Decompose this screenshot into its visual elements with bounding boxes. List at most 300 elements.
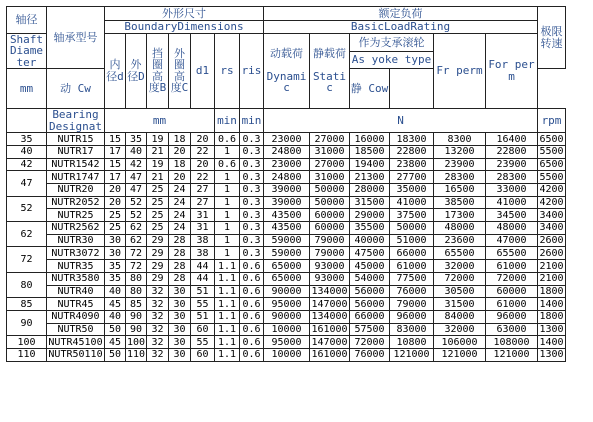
speed-cell: 6500 [539, 133, 564, 145]
r1s-cell: 0.3 [240, 133, 264, 146]
C-cell: 18 [169, 158, 191, 171]
load-rating-header-zh: 额定负荷 [264, 7, 538, 21]
shaft-diameter-cell: 47 [7, 171, 47, 196]
model-cell: NUTR1542 [47, 158, 105, 171]
for-cell: 63000 [486, 323, 538, 336]
cow-cell: 10800 [390, 336, 434, 349]
stat-cell: 50000 [310, 184, 350, 197]
stat-cell: 147000 [311, 298, 348, 310]
for-cell: 28300 [486, 171, 538, 184]
fr-cell: 84000 [434, 310, 486, 323]
fr-cell: 121000 [434, 348, 486, 361]
B-cell: 29 [147, 234, 169, 247]
C-cell: 28 [169, 272, 191, 285]
stat-cell: 60000 [310, 222, 350, 235]
speed-cell: 1400 [539, 336, 564, 348]
dyn-cell: 43500 [264, 209, 310, 222]
d-cell: 25 [105, 222, 126, 235]
model-cell: NUTR45 [47, 298, 105, 311]
dyn-cell: 23000 [264, 158, 310, 171]
r1s-cell: 0.3 [240, 196, 264, 209]
r1s-cell: 0.6 [240, 310, 264, 323]
cow-cell: 61000 [390, 260, 434, 273]
d-cell: 20 [105, 184, 126, 197]
model-cell: NUTR30 [47, 234, 105, 247]
model-cell: NUTR40 [47, 285, 105, 298]
speed-cell: 1800 [539, 311, 564, 323]
d-cell: 17 [105, 171, 126, 184]
C-cell: 30 [169, 310, 191, 323]
fr-cell: 32000 [434, 260, 486, 273]
d1-cell: 60 [191, 348, 215, 361]
dyn-cell: 24800 [264, 145, 310, 158]
cw-cell: 54000 [350, 272, 390, 285]
shaft-diameter-cell: 40 [7, 145, 47, 158]
table-row [7, 145, 566, 158]
cw-cell: 72000 [350, 336, 390, 349]
r1s-cell: 0.3 [240, 171, 264, 184]
d1-cell: 38 [191, 234, 215, 247]
model-header-zh: 轴承型号 [47, 7, 105, 69]
D-cell: 40 [126, 145, 147, 158]
C-cell: 18 [169, 133, 191, 146]
B-cell: 32 [147, 336, 169, 349]
r1s-cell: 0.6 [240, 336, 264, 349]
for-cell: 34500 [486, 209, 538, 222]
C-cell: 30 [169, 298, 191, 311]
dyn-cell: 59000 [264, 234, 310, 247]
dyn-cell: 90000 [264, 310, 310, 323]
stat-cell: 31000 [310, 145, 350, 158]
stat-cell: 27000 [310, 158, 350, 171]
cow-header: 静 Cow [350, 69, 390, 109]
static-header-zh: 静载荷 [313, 46, 346, 60]
for-perm-header: For perm [486, 33, 538, 109]
dyn-cell: 39000 [264, 184, 310, 197]
D-cell: 62 [126, 234, 147, 247]
d-cell: 50 [105, 323, 126, 336]
yoke-header-en: As yoke type [350, 52, 434, 69]
cow-cell: 76000 [390, 285, 434, 298]
d1-cell: 55 [191, 336, 215, 349]
B-cell: 21 [147, 145, 169, 158]
cw-cell: 18500 [350, 145, 390, 158]
stat-cell: 31000 [310, 171, 350, 184]
for-cell: 48000 [486, 222, 538, 235]
table-row [7, 336, 566, 349]
model-cell: NUTR25 [47, 209, 105, 222]
stat-cell: 27000 [310, 133, 350, 146]
cow-cell: 23800 [390, 158, 434, 171]
unit-min-r1s: min [240, 109, 264, 133]
speed-cell: 5500 [539, 171, 564, 183]
load-rating-header-en: BasicLoadRating [264, 21, 538, 34]
static-header [310, 33, 350, 109]
D-cell: 90 [126, 323, 147, 336]
static-header-en: Static [312, 69, 347, 95]
d1-cell: 20 [191, 158, 215, 171]
C-cell: 20 [169, 145, 191, 158]
shaft-diameter-cell: 80 [7, 272, 47, 297]
cw-cell: 76000 [350, 348, 390, 361]
D-cell: 100 [126, 336, 146, 348]
table-row [7, 196, 566, 209]
model-cell: NUTR45100 [48, 336, 103, 348]
shaft-diameter-cell: 72 [7, 247, 47, 272]
model-cell: NUTR2052 [47, 196, 105, 209]
table-row [7, 234, 566, 247]
r1s-cell: 0.3 [240, 234, 264, 247]
speed-cell: 3400 [539, 222, 564, 234]
d-cell: 35 [105, 260, 126, 273]
cow-cell: 35000 [390, 184, 434, 197]
d1-cell: 60 [191, 323, 215, 336]
cw-cell: 57500 [350, 323, 390, 336]
cw-cell: 21300 [350, 171, 390, 184]
cow-cell: 77500 [390, 272, 434, 285]
D-cell: 80 [126, 272, 147, 285]
rs-cell: 1 [215, 222, 240, 235]
cw-cell: 56000 [350, 298, 390, 311]
speed-cell: 4200 [539, 184, 564, 196]
for-cell: 60000 [486, 285, 538, 298]
dyn-cell: 43500 [264, 222, 310, 235]
d-cell: 35 [105, 272, 126, 285]
d1-cell: 44 [191, 272, 215, 285]
d1-cell: 22 [191, 145, 215, 158]
shaft-header-zh: 轴径 [7, 7, 47, 34]
cw-cell: 16000 [350, 133, 390, 146]
dyn-cell: 10000 [264, 323, 310, 336]
r1s-cell: 0.6 [240, 348, 264, 361]
rs-cell: 1.1 [215, 272, 240, 285]
cow-cell: 51000 [390, 234, 434, 247]
rs-cell: 0.6 [215, 158, 240, 171]
dimensions-header-en: BoundaryDimensions [105, 21, 264, 34]
D-cell: 62 [126, 222, 147, 235]
r1s-cell: 0.6 [240, 272, 264, 285]
dimensions-header-zh: 外形尺寸 [105, 7, 264, 21]
speed-cell: 4200 [539, 197, 564, 209]
fr-cell: 23900 [434, 158, 486, 171]
D-cell: 52 [126, 196, 147, 209]
C-cell: 24 [169, 184, 191, 197]
D-cell: 35 [126, 133, 147, 146]
rs-cell: 1.1 [215, 260, 240, 273]
C-cell: 28 [169, 234, 191, 247]
B-cell: 25 [147, 196, 169, 209]
for-cell: 23900 [486, 158, 538, 171]
cw-cell: 28000 [350, 184, 390, 197]
rs-cell: 1 [215, 196, 240, 209]
table-row [7, 323, 566, 336]
outer-d-header: 外径D [126, 33, 147, 109]
d-cell: 17 [105, 145, 126, 158]
d-cell: 30 [105, 247, 126, 260]
D-cell: 90 [126, 310, 147, 323]
B-cell: 32 [147, 323, 169, 336]
table-row [7, 310, 566, 323]
shaft-diameter-cell: 90 [7, 310, 47, 335]
r1s-cell: 0.3 [240, 184, 264, 197]
rs-cell: 1.1 [215, 285, 240, 298]
unit-n: N [264, 109, 538, 133]
model-cell: NUTR1747 [47, 171, 105, 184]
cow-cell: 18300 [390, 133, 434, 146]
shaft-header-en-1: Shaft [9, 33, 44, 46]
table-row [7, 285, 566, 298]
rs-cell: 1 [215, 247, 240, 260]
shaft-diameter-cell: 100 [7, 336, 47, 349]
C-cell: 24 [169, 222, 191, 235]
model-cell: NUTR3580 [47, 272, 105, 285]
fr-cell: 13200 [434, 145, 486, 158]
D-cell: 72 [126, 247, 147, 260]
unit-min-rs: min [215, 109, 240, 133]
d-cell: 50 [105, 348, 126, 361]
model-cell: NUTR15 [47, 133, 105, 146]
cow-cell: 66000 [390, 247, 434, 260]
B-cell: 29 [147, 272, 169, 285]
cow-cell: 83000 [390, 323, 434, 336]
shaft-diameter-cell: 85 [7, 298, 47, 311]
table-row [7, 158, 566, 171]
rs-cell: 1 [215, 209, 240, 222]
fr-cell: 23600 [434, 234, 486, 247]
rs-cell: 1.1 [215, 348, 240, 361]
table-row [7, 298, 566, 311]
table-row [7, 247, 566, 260]
fr-cell: 17300 [434, 209, 486, 222]
dyn-cell: 65000 [264, 260, 310, 273]
fr-perm-header: Fr perm [434, 33, 486, 109]
model-cell: NUTR2562 [47, 222, 105, 235]
fr-cell: 48000 [434, 222, 486, 235]
C-cell: 28 [169, 247, 191, 260]
dynamic-header-zh: 动载荷 [270, 46, 303, 60]
rs-header: rs [215, 33, 240, 109]
for-cell: 61000 [486, 298, 538, 311]
cow-cell: 41000 [390, 196, 434, 209]
dyn-cell: 59000 [264, 247, 310, 260]
shaft-header-en [7, 33, 47, 69]
rs-cell: 1.1 [215, 336, 240, 349]
r1s-cell: 0.6 [240, 260, 264, 273]
table-row [7, 222, 566, 235]
for-cell: 61000 [486, 260, 538, 273]
cw-cell: 35500 [350, 222, 390, 235]
d-cell: 15 [105, 158, 126, 171]
d-cell: 40 [105, 310, 126, 323]
r1s-cell: 0.6 [240, 323, 264, 336]
table-row [7, 272, 566, 285]
stat-cell: 93000 [310, 272, 350, 285]
rs-cell: 1.1 [215, 310, 240, 323]
shaft-diameter-cell: 42 [7, 158, 47, 171]
fr-cell: 72000 [434, 272, 486, 285]
dynamic-header [264, 33, 310, 109]
model-cell: NUTR35 [47, 260, 105, 273]
cow-cell: 27700 [390, 171, 434, 184]
dyn-cell: 39000 [264, 196, 310, 209]
cw-cell: 66000 [350, 310, 390, 323]
for-cell: 33000 [486, 184, 538, 197]
cow-cell: 37500 [390, 209, 434, 222]
B-cell: 21 [147, 171, 169, 184]
model-header-en-visible: Bearing Designat [47, 109, 105, 133]
fr-cell: 16500 [434, 184, 486, 197]
C-cell: 30 [169, 285, 191, 298]
B-cell: 25 [147, 184, 169, 197]
model-cell: NUTR20 [47, 184, 105, 197]
cw-cell: 40000 [350, 234, 390, 247]
d1-cell: 44 [191, 260, 215, 273]
cw-cell: 19400 [350, 158, 390, 171]
rs-cell: 0.6 [215, 133, 240, 146]
table-row [7, 260, 566, 273]
speed-header-zh: 极限转速 [538, 7, 566, 69]
speed-cell: 2100 [539, 273, 564, 285]
r1s-header: ris [240, 33, 264, 109]
B-cell: 29 [147, 260, 169, 273]
for-cell: 96000 [486, 310, 538, 323]
model-cell: NUTR50 [47, 323, 105, 336]
table-row [7, 184, 566, 197]
r1s-cell: 0.6 [240, 298, 264, 311]
B-cell: 19 [147, 158, 169, 171]
stat-cell: 79000 [310, 234, 350, 247]
d-cell: 40 [105, 285, 126, 298]
shaft-diameter-cell: 35 [7, 133, 47, 146]
table-row [7, 171, 566, 184]
for-cell: 108000 [486, 336, 538, 349]
for-cell: 121000 [486, 348, 538, 361]
width-b-header: 挡圈高度B [147, 33, 169, 109]
dyn-cell: 95000 [264, 336, 310, 349]
B-cell: 29 [147, 247, 169, 260]
dyn-cell: 23000 [264, 133, 310, 146]
bore-d-header: 内径d [105, 33, 126, 109]
for-cell: 41000 [486, 196, 538, 209]
r1s-cell: 0.3 [240, 222, 264, 235]
dyn-cell: 24800 [264, 171, 310, 184]
rs-cell: 1 [215, 184, 240, 197]
C-cell: 28 [169, 260, 191, 273]
unit-mm-row [7, 109, 47, 133]
width-c-header: 外圈高度C [169, 33, 191, 109]
speed-cell: 6500 [539, 159, 564, 170]
model-cell: NUTR17 [47, 145, 105, 158]
rs-cell: 1.1 [215, 298, 240, 311]
D-cell: 52 [126, 209, 147, 222]
speed-cell: 1400 [539, 298, 564, 310]
d1-cell: 22 [191, 171, 215, 184]
d1-cell: 31 [191, 222, 215, 235]
B-cell: 32 [147, 310, 169, 323]
cw-cell: 29000 [350, 209, 390, 222]
d-cell: 30 [105, 234, 126, 247]
r1s-cell: 0.3 [240, 145, 264, 158]
B-cell: 32 [147, 298, 169, 311]
fr-cell: 28300 [434, 171, 486, 184]
model-cell: NUTR3072 [47, 247, 105, 260]
D-cell: 80 [126, 285, 147, 298]
B-cell: 32 [147, 348, 169, 361]
fr-cell: 31500 [434, 298, 486, 311]
D-cell: 72 [126, 260, 147, 273]
d-cell: 15 [105, 133, 126, 146]
C-cell: 20 [169, 171, 191, 184]
d1-cell: 38 [191, 247, 215, 260]
table-row [7, 348, 566, 361]
fr-cell: 32000 [434, 323, 486, 336]
r1s-cell: 0.3 [240, 247, 264, 260]
d1-cell: 51 [191, 310, 215, 323]
dyn-cell: 95000 [264, 298, 310, 311]
rs-cell: 1 [215, 145, 240, 158]
stat-cell: 134000 [311, 285, 348, 297]
speed-cell: 5500 [539, 146, 564, 158]
stat-cell: 60000 [310, 209, 350, 222]
r1s-cell: 0.3 [240, 158, 264, 171]
unit-mm-shaft: mm [7, 69, 47, 109]
B-cell: 25 [147, 222, 169, 235]
fr-cell: 38500 [434, 196, 486, 209]
C-cell: 24 [169, 209, 191, 222]
dyn-cell: 10000 [264, 348, 310, 361]
B-cell: 25 [147, 209, 169, 222]
cow-cell: 22800 [390, 145, 434, 158]
cow-cell: 50000 [390, 222, 434, 235]
cow-cell: 121000 [390, 348, 434, 361]
unit-rpm: rpm [538, 109, 566, 133]
model-cell: NUTR4090 [47, 310, 105, 323]
rs-cell: 1.1 [215, 323, 240, 336]
fr-cell: 65500 [434, 247, 486, 260]
shaft-diameter-cell: 110 [7, 348, 47, 361]
B-cell: 32 [147, 285, 169, 298]
fr-cell: 8300 [434, 133, 486, 146]
cw-cell: 56000 [350, 285, 390, 298]
table-row [7, 209, 566, 222]
cw-cell: 45000 [350, 260, 390, 273]
cw-cell: 31500 [350, 196, 390, 209]
yoke-header-zh: 作为支承滚轮 [350, 33, 434, 52]
model-cell: NUTR50110 [48, 349, 103, 361]
speed-cell: 2600 [539, 247, 564, 259]
cw-cell: 47500 [350, 247, 390, 260]
dyn-cell: 90000 [264, 285, 310, 298]
fr-cell: 106000 [434, 336, 486, 349]
d1-header: d1 [191, 33, 215, 109]
for-cell: 22800 [486, 145, 538, 158]
speed-cell: 1300 [539, 323, 564, 335]
speed-cell: 3400 [539, 209, 564, 221]
d1-cell: 20 [191, 133, 215, 146]
C-cell: 30 [169, 323, 191, 336]
for-cell: 16400 [486, 133, 538, 146]
stat-cell: 93000 [310, 260, 350, 273]
unit-mm-dims: mm [105, 109, 215, 133]
for-cell: 47000 [486, 234, 538, 247]
rs-cell: 1 [215, 171, 240, 184]
stat-cell: 161000 [311, 349, 348, 361]
fr-cell: 30500 [434, 285, 486, 298]
for-cell: 65500 [486, 247, 538, 260]
D-cell: 47 [126, 171, 147, 184]
speed-cell: 2600 [539, 235, 564, 247]
d-cell: 25 [105, 209, 126, 222]
